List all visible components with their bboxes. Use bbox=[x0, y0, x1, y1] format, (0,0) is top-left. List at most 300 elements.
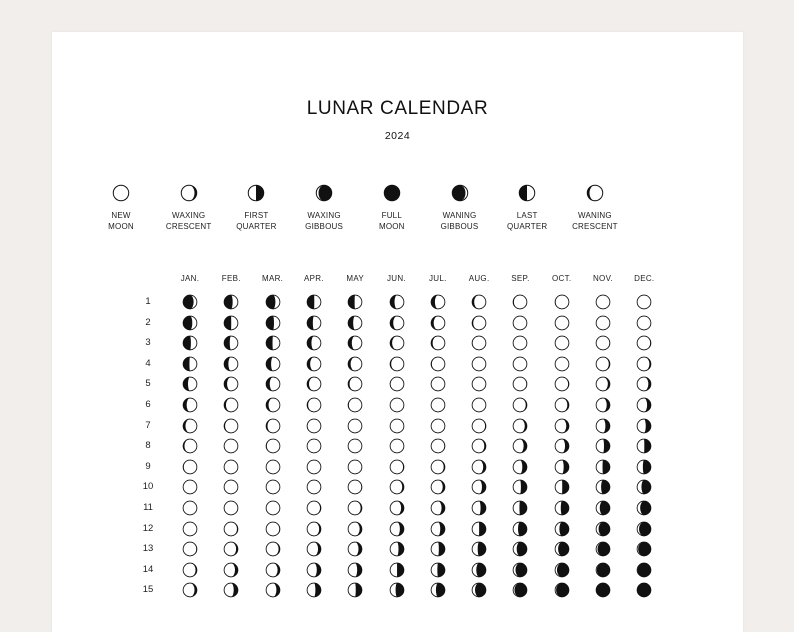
moon-cell bbox=[306, 376, 322, 397]
moon-phase-icon bbox=[306, 335, 322, 351]
moon-phase-icon bbox=[512, 438, 528, 454]
month-header: AUG. bbox=[468, 274, 490, 283]
moon-cell bbox=[471, 376, 487, 397]
moon-cell bbox=[512, 479, 528, 500]
moon-phase-icon bbox=[389, 315, 405, 331]
moon-phase-icon bbox=[182, 500, 198, 516]
moon-cell bbox=[306, 294, 322, 315]
moon-cell bbox=[223, 479, 239, 500]
moon-phase-icon bbox=[451, 184, 469, 202]
moon-cell bbox=[265, 479, 281, 500]
moon-cell bbox=[636, 315, 652, 336]
moon-cell bbox=[512, 376, 528, 397]
legend-label: FULL MOON bbox=[378, 211, 405, 231]
legend-label: WAXING GIBBOUS bbox=[305, 211, 344, 231]
moon-cell bbox=[595, 438, 611, 459]
month-header: OCT. bbox=[551, 274, 572, 283]
moon-cell bbox=[512, 418, 528, 439]
moon-phase-icon bbox=[471, 500, 487, 516]
moon-cell bbox=[471, 479, 487, 500]
moon-cell bbox=[306, 418, 322, 439]
moon-phase-icon bbox=[389, 335, 405, 351]
moon-cell bbox=[430, 438, 446, 459]
month-header: NOV. bbox=[592, 274, 614, 283]
moon-cell bbox=[636, 418, 652, 439]
moon-phase-icon bbox=[265, 521, 281, 537]
moon-cell bbox=[223, 356, 239, 377]
moon-phase-icon bbox=[383, 184, 401, 202]
moon-cell bbox=[512, 356, 528, 377]
moon-phase-icon bbox=[595, 541, 611, 557]
moon-cell bbox=[182, 356, 198, 377]
moon-phase-icon bbox=[347, 500, 363, 516]
moon-cell bbox=[430, 500, 446, 521]
moon-phase-icon bbox=[306, 397, 322, 413]
moon-cell bbox=[471, 438, 487, 459]
moon-phase-icon bbox=[347, 459, 363, 475]
day-number: 8 bbox=[145, 440, 151, 452]
moon-cell bbox=[554, 376, 570, 397]
moon-phase-icon bbox=[223, 500, 239, 516]
moon-cell bbox=[554, 459, 570, 480]
moon-cell bbox=[265, 521, 281, 542]
moon-cell bbox=[223, 521, 239, 542]
moon-cell bbox=[389, 376, 405, 397]
moon-cell bbox=[554, 397, 570, 418]
moon-cell bbox=[265, 356, 281, 377]
moon-cell bbox=[471, 521, 487, 542]
moon-phase-icon bbox=[306, 479, 322, 495]
moon-cell bbox=[512, 438, 528, 459]
moon-phase-icon bbox=[306, 500, 322, 516]
moon-phase-icon bbox=[430, 459, 446, 475]
moon-phase-icon bbox=[512, 397, 528, 413]
moon-cell bbox=[636, 397, 652, 418]
moon-cell bbox=[389, 335, 405, 356]
moon-phase-icon bbox=[347, 294, 363, 310]
moon-cell bbox=[306, 315, 322, 336]
moon-cell bbox=[389, 521, 405, 542]
moon-phase-icon bbox=[595, 294, 611, 310]
moon-phase-icon bbox=[512, 479, 528, 495]
moon-cell bbox=[595, 459, 611, 480]
moon-cell bbox=[636, 582, 652, 603]
moon-phase-icon bbox=[265, 397, 281, 413]
moon-phase-icon bbox=[182, 541, 198, 557]
moon-phase-icon bbox=[389, 500, 405, 516]
moon-cell bbox=[430, 582, 446, 603]
moon-cell bbox=[512, 294, 528, 315]
moon-cell bbox=[182, 500, 198, 521]
moon-phase-icon bbox=[347, 479, 363, 495]
moon-phase-icon bbox=[554, 294, 570, 310]
moon-phase-icon bbox=[389, 541, 405, 557]
moon-cell bbox=[512, 397, 528, 418]
legend-label: WANING CRESCENT bbox=[572, 211, 618, 231]
moon-cell bbox=[471, 397, 487, 418]
moon-cell bbox=[389, 418, 405, 439]
moon-cell bbox=[182, 438, 198, 459]
moon-cell bbox=[471, 459, 487, 480]
moon-phase-icon bbox=[430, 315, 446, 331]
moon-cell bbox=[223, 397, 239, 418]
moon-cell bbox=[471, 315, 487, 336]
moon-phase-icon bbox=[223, 356, 239, 372]
moon-phase-icon bbox=[182, 397, 198, 413]
moon-phase-icon bbox=[223, 521, 239, 537]
moon-phase-icon bbox=[265, 500, 281, 516]
month-header: FEB. bbox=[221, 274, 241, 283]
moon-phase-icon bbox=[223, 438, 239, 454]
moon-phase-icon bbox=[389, 438, 405, 454]
moon-phase-icon bbox=[636, 562, 652, 578]
moon-cell bbox=[182, 582, 198, 603]
moon-cell bbox=[389, 479, 405, 500]
moon-cell bbox=[306, 356, 322, 377]
moon-cell bbox=[512, 541, 528, 562]
moon-phase-icon bbox=[306, 438, 322, 454]
moon-phase-icon bbox=[182, 438, 198, 454]
moon-cell bbox=[347, 335, 363, 356]
moon-cell bbox=[265, 315, 281, 336]
moon-cell bbox=[471, 356, 487, 377]
moon-cell bbox=[347, 541, 363, 562]
moon-phase-icon bbox=[430, 562, 446, 578]
moon-phase-icon bbox=[223, 541, 239, 557]
moon-cell bbox=[347, 376, 363, 397]
moon-cell bbox=[182, 418, 198, 439]
moon-phase-icon bbox=[430, 479, 446, 495]
moon-phase-icon bbox=[306, 418, 322, 434]
moon-cell bbox=[306, 479, 322, 500]
moon-cell bbox=[223, 562, 239, 583]
moon-cell bbox=[182, 294, 198, 315]
moon-phase-icon bbox=[182, 562, 198, 578]
moon-cell bbox=[595, 376, 611, 397]
moon-phase-icon bbox=[389, 521, 405, 537]
month-header: APR. bbox=[303, 274, 324, 283]
moon-cell bbox=[595, 562, 611, 583]
moon-phase-icon bbox=[182, 294, 198, 310]
moon-cell bbox=[471, 541, 487, 562]
moon-cell bbox=[223, 294, 239, 315]
moon-phase-icon bbox=[636, 315, 652, 331]
moon-phase-icon bbox=[306, 541, 322, 557]
moon-phase-icon bbox=[430, 294, 446, 310]
moon-cell bbox=[554, 500, 570, 521]
moon-phase-icon bbox=[223, 418, 239, 434]
moon-cell bbox=[554, 582, 570, 603]
moon-phase-icon bbox=[389, 376, 405, 392]
moon-phase-icon bbox=[554, 397, 570, 413]
moon-phase-icon bbox=[430, 521, 446, 537]
moon-phase-icon bbox=[223, 376, 239, 392]
moon-phase-icon bbox=[265, 562, 281, 578]
moon-phase-icon bbox=[512, 521, 528, 537]
moon-phase-icon bbox=[595, 459, 611, 475]
moon-cell bbox=[430, 335, 446, 356]
moon-phase-icon bbox=[554, 376, 570, 392]
moon-cell bbox=[182, 335, 198, 356]
moon-cell bbox=[636, 438, 652, 459]
moon-cell bbox=[636, 356, 652, 377]
moon-cell bbox=[554, 521, 570, 542]
month-header: JUN. bbox=[387, 274, 406, 283]
moon-phase-icon bbox=[347, 418, 363, 434]
moon-phase-icon bbox=[471, 315, 487, 331]
moon-phase-icon bbox=[265, 438, 281, 454]
moon-cell bbox=[347, 521, 363, 542]
month-header: JUL. bbox=[428, 274, 447, 283]
day-number: 6 bbox=[145, 399, 151, 410]
moon-cell bbox=[554, 541, 570, 562]
moon-cell bbox=[389, 294, 405, 315]
moon-cell bbox=[595, 521, 611, 542]
moon-phase-icon bbox=[430, 356, 446, 372]
moon-phase-icon bbox=[265, 418, 281, 434]
moon-phase-icon bbox=[430, 438, 446, 454]
moon-phase-icon bbox=[471, 376, 487, 392]
moon-cell bbox=[512, 582, 528, 603]
day-number: 3 bbox=[145, 337, 151, 349]
moon-cell bbox=[430, 294, 446, 315]
moon-cell bbox=[182, 397, 198, 418]
moon-phase-icon bbox=[595, 479, 611, 495]
day-number: 4 bbox=[145, 357, 151, 369]
moon-phase-icon bbox=[554, 459, 570, 475]
moon-cell bbox=[512, 500, 528, 521]
day-number: 15 bbox=[142, 584, 154, 596]
moon-phase-icon bbox=[182, 521, 198, 537]
moon-cell bbox=[347, 438, 363, 459]
moon-phase-icon bbox=[430, 418, 446, 434]
moon-phase-icon bbox=[347, 315, 363, 331]
moon-cell bbox=[389, 397, 405, 418]
moon-cell bbox=[223, 418, 239, 439]
moon-phase-icon bbox=[306, 356, 322, 372]
moon-phase-icon bbox=[636, 376, 652, 392]
moon-phase-icon bbox=[471, 541, 487, 557]
moon-phase-icon bbox=[595, 521, 611, 537]
day-number: 2 bbox=[145, 316, 151, 328]
moon-cell bbox=[636, 541, 652, 562]
day-number: 13 bbox=[142, 543, 154, 555]
moon-phase-icon bbox=[347, 335, 363, 351]
moon-phase-icon bbox=[182, 459, 198, 475]
moon-cell bbox=[430, 315, 446, 336]
moon-phase-icon bbox=[471, 562, 487, 578]
moon-cell bbox=[430, 397, 446, 418]
moon-phase-icon bbox=[586, 184, 604, 202]
moon-phase-icon bbox=[595, 418, 611, 434]
moon-phase-icon bbox=[182, 356, 198, 372]
moon-phase-icon bbox=[512, 500, 528, 516]
moon-phase-icon bbox=[512, 562, 528, 578]
moon-phase-icon bbox=[223, 459, 239, 475]
moon-cell bbox=[471, 500, 487, 521]
moon-cell bbox=[430, 376, 446, 397]
moon-cell bbox=[554, 438, 570, 459]
moon-cell bbox=[265, 582, 281, 603]
moon-phase-icon bbox=[306, 562, 322, 578]
moon-cell bbox=[347, 418, 363, 439]
month-header: JAN. bbox=[180, 274, 200, 283]
moon-phase-icon bbox=[347, 397, 363, 413]
moon-cell bbox=[636, 335, 652, 356]
moon-phase-icon bbox=[389, 356, 405, 372]
moon-cell bbox=[471, 335, 487, 356]
moon-cell bbox=[223, 315, 239, 336]
moon-phase-icon bbox=[471, 521, 487, 537]
day-number: 1 bbox=[145, 296, 151, 307]
moon-cell bbox=[389, 356, 405, 377]
moon-phase-icon bbox=[595, 438, 611, 454]
moon-phase-icon bbox=[306, 376, 322, 392]
moon-phase-icon bbox=[223, 315, 239, 331]
moon-phase-icon bbox=[347, 562, 363, 578]
moon-phase-icon bbox=[347, 438, 363, 454]
moon-cell bbox=[182, 521, 198, 542]
moon-cell bbox=[182, 541, 198, 562]
moon-cell bbox=[347, 562, 363, 583]
moon-cell bbox=[389, 315, 405, 336]
moon-phase-icon bbox=[636, 397, 652, 413]
moon-cell bbox=[347, 315, 363, 336]
moon-cell bbox=[265, 335, 281, 356]
moon-phase-icon bbox=[595, 376, 611, 392]
moon-phase-icon bbox=[554, 521, 570, 537]
moon-phase-icon bbox=[471, 459, 487, 475]
moon-cell bbox=[265, 562, 281, 583]
moon-cell bbox=[347, 294, 363, 315]
moon-cell bbox=[512, 459, 528, 480]
moon-phase-icon bbox=[180, 184, 198, 202]
moon-cell bbox=[265, 541, 281, 562]
moon-cell bbox=[636, 562, 652, 583]
moon-cell bbox=[636, 500, 652, 521]
day-number: 11 bbox=[143, 502, 153, 513]
month-header: DEC. bbox=[634, 274, 655, 283]
moon-phase-icon bbox=[223, 397, 239, 413]
moon-phase-icon bbox=[347, 541, 363, 557]
moon-phase-icon bbox=[430, 335, 446, 351]
legend-label: NEW MOON bbox=[108, 211, 134, 231]
moon-cell bbox=[554, 479, 570, 500]
moon-cell bbox=[265, 459, 281, 480]
moon-cell bbox=[223, 376, 239, 397]
moon-cell bbox=[265, 294, 281, 315]
moon-cell bbox=[223, 582, 239, 603]
moon-phase-icon bbox=[430, 376, 446, 392]
moon-phase-icon bbox=[471, 397, 487, 413]
moon-cell bbox=[595, 500, 611, 521]
moon-cell bbox=[265, 376, 281, 397]
moon-phase-icon bbox=[265, 376, 281, 392]
moon-phase-icon bbox=[265, 315, 281, 331]
legend-label: WAXING CRESCENT bbox=[165, 211, 212, 231]
moon-phase-icon bbox=[471, 335, 487, 351]
moon-phase-icon bbox=[430, 397, 446, 413]
moon-phase-icon bbox=[389, 294, 405, 310]
day-number: 9 bbox=[145, 460, 151, 472]
moon-phase-icon bbox=[636, 541, 652, 557]
moon-cell bbox=[347, 500, 363, 521]
legend-label: WANING GIBBOUS bbox=[440, 211, 479, 231]
moon-phase-icon bbox=[315, 184, 333, 202]
moon-phase-icon bbox=[595, 500, 611, 516]
moon-cell bbox=[430, 356, 446, 377]
moon-cell bbox=[347, 582, 363, 603]
moon-cell bbox=[636, 294, 652, 315]
moon-phase-icon bbox=[112, 184, 130, 202]
moon-cell bbox=[265, 438, 281, 459]
moon-cell bbox=[595, 315, 611, 336]
moon-cell bbox=[347, 459, 363, 480]
moon-cell bbox=[347, 397, 363, 418]
moon-phase-icon bbox=[554, 479, 570, 495]
moon-phase-icon bbox=[554, 562, 570, 578]
moon-cell bbox=[265, 397, 281, 418]
moon-cell bbox=[306, 397, 322, 418]
moon-phase-icon bbox=[389, 459, 405, 475]
moon-cell bbox=[430, 521, 446, 542]
moon-cell bbox=[554, 562, 570, 583]
moon-cell bbox=[182, 459, 198, 480]
moon-cell bbox=[430, 418, 446, 439]
moon-cell bbox=[389, 459, 405, 480]
moon-cell bbox=[512, 315, 528, 336]
moon-phase-icon bbox=[347, 376, 363, 392]
moon-cell bbox=[471, 294, 487, 315]
moon-cell bbox=[595, 479, 611, 500]
moon-cell bbox=[471, 418, 487, 439]
moon-phase-icon bbox=[636, 459, 652, 475]
moon-phase-icon bbox=[636, 438, 652, 454]
moon-phase-icon bbox=[471, 479, 487, 495]
moon-cell bbox=[512, 335, 528, 356]
moon-phase-icon bbox=[554, 356, 570, 372]
moon-phase-icon bbox=[512, 376, 528, 392]
moon-phase-icon bbox=[430, 541, 446, 557]
moon-phase-icon bbox=[636, 335, 652, 351]
moon-phase-icon bbox=[265, 541, 281, 557]
moon-phase-icon bbox=[223, 562, 239, 578]
moon-phase-icon bbox=[306, 459, 322, 475]
moon-cell bbox=[306, 582, 322, 603]
moon-cell bbox=[347, 356, 363, 377]
moon-phase-icon bbox=[512, 335, 528, 351]
moon-phase-icon bbox=[247, 184, 265, 202]
moon-phase-icon bbox=[265, 356, 281, 372]
moon-cell bbox=[306, 521, 322, 542]
moon-phase-icon bbox=[306, 521, 322, 537]
moon-cell bbox=[223, 500, 239, 521]
moon-phase-icon bbox=[306, 315, 322, 331]
moon-cell bbox=[306, 438, 322, 459]
moon-cell bbox=[265, 418, 281, 439]
moon-phase-icon bbox=[389, 418, 405, 434]
moon-phase-icon bbox=[471, 294, 487, 310]
moon-cell bbox=[430, 479, 446, 500]
moon-cell bbox=[595, 541, 611, 562]
moon-phase-icon bbox=[182, 479, 198, 495]
moon-cell bbox=[471, 562, 487, 583]
calendar-sheet bbox=[52, 32, 743, 632]
moon-cell bbox=[223, 335, 239, 356]
moon-cell bbox=[389, 438, 405, 459]
moon-cell bbox=[471, 582, 487, 603]
moon-phase-icon bbox=[554, 418, 570, 434]
